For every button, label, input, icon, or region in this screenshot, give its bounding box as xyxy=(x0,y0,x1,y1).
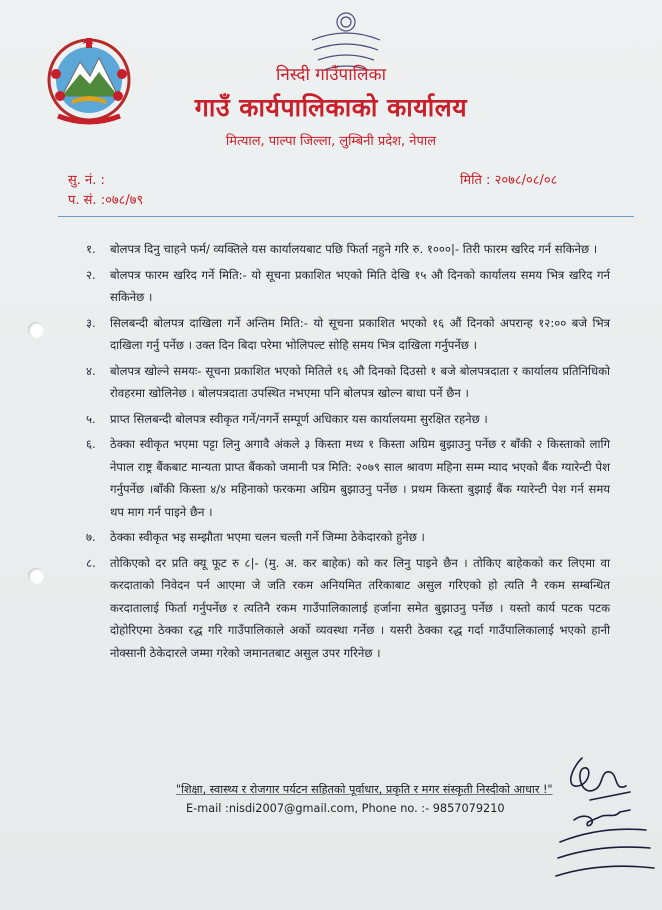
handwritten-signature-icon xyxy=(530,740,662,910)
list-item xyxy=(86,264,610,309)
item-text: बोलपत्र दिनु चाहने फर्म/ व्यक्तिले यस कार्यालयबाट पछि फिर्ता नहुने गरि रु. १०००|- तिरी फारम खरिद गर्न सकिनेछ । xyxy=(110,242,598,256)
office-title: गाउँ कार्यपालिकाको कार्यालय xyxy=(194,93,468,122)
item-number: २. xyxy=(86,267,96,282)
punch-hole xyxy=(28,322,44,338)
item-text: प्राप्त सिलबन्दी बोलपत्र स्वीकृत गर्ने/नगर्ने सम्पूर्ण अधिकार यस कार्यालयमा सुरक्षित रहनेछ । xyxy=(110,411,488,426)
item-number: ५. xyxy=(86,411,96,426)
list-item xyxy=(86,360,610,405)
item-text: सिलबन्दी बोलपत्र दाखिला गर्ने अन्तिम मिति:- यो सूचना प्रकाशित भएको १६ औं दिनको अपरान्ह १२:०० बजे भित्र दाखिला गर्नु पर्नेछ । उक्त दिन बिदा परेमा भोलिपल्ट सोहि समय भित्र दाखिला गर्नुपर्नेछ । xyxy=(110,315,610,352)
list-item xyxy=(86,433,610,523)
item-number: ६. xyxy=(86,437,96,451)
item-number: ३. xyxy=(86,315,96,330)
item-number: ४. xyxy=(86,363,96,378)
item-number: ८. xyxy=(86,555,96,570)
header-divider xyxy=(58,216,634,217)
list-item xyxy=(86,312,610,357)
item-number: १. xyxy=(86,242,96,256)
su-number: सु. नं. : xyxy=(68,173,105,188)
list-item xyxy=(86,408,610,431)
notice-items xyxy=(86,238,610,667)
item-text: ठेक्का स्वीकृत भएमा पट्टा लिनु अगावै अंकले ३ किस्ता मध्य १ किस्ता अग्रिम बुझाउनु पर्नेछ र बाँकी २ किस्ताको लागि नेपाल राष्ट्र बैंकबाट मान्यता प्राप्त बैंकको जमानी पत्र मिति: २०७९ साल श्रावण महिना सम्म म्याद भएको बैंक ग्यारेन्टी पेश गर्नुपर्नेछ ।बाँकी किस्ता ४/४ महिनाको फरकमा अग्रिम बुझाउनु पर्नेछ । प्रथम किस्ता बुझाई बैंक ग्यारेन्टी पेश गर्न समय थप माग गर्न पाइने छैन । xyxy=(110,437,610,519)
letter-date: मिति : २०७८/०८/०८ xyxy=(460,173,558,188)
item-text: बोलपत्र फारम खरिद गर्ने मिति:- यो सूचना प्रकाशित भएको मिति देखि १५ औ दिनको कार्यालय समय भित्र खरिद गर्न सकिनेछ । xyxy=(110,267,610,304)
punch-hole xyxy=(28,568,44,584)
item-text: ठेक्का स्वीकृत भइ सम्झौता भएमा चलन चल्ती गर्ने जिम्मा ठेकेदारको हुनेछ । xyxy=(110,530,425,544)
letter-number: प. सं. :०७८/७९ xyxy=(68,193,144,208)
office-address: मित्याल, पाल्पा जिल्ला, लुम्बिनी प्रदेश, नेपाल xyxy=(225,134,437,149)
item-text: तोकिएको दर प्रति क्यू फूट रु ८|- (मु. अ. कर बाहेक) को कर लिनु पाइने छैन । तोकिए बाहेकको कर लिएमा वा करदाताको निवेदन पर्न आएमा जे जति रकम अनियमित तरिकाबाट असुल गरिएको हो त्यति नै रकम सम्बन्धित करदातालाई फिर्ता गर्नुपर्नेछ र त्यतिनै रकम गाउँपालिकालाई हर्जाना समेत बुझाउनु पर्नेछ । यस्तो कार्य पटक पटक दोहोरिएमा ठेक्का रद्ध गरि गाउँपालिकाले अर्को व्यवस्था गर्नेछ । यसरी ठेक्का रद्ध गर्दा गाउँपालिकालाई भएको हानी नोक्सानी ठेकेदारले जम्मा गरेको जमानतबाट असुल उपर गरिनेछ । xyxy=(110,555,610,660)
office-motto: "शिक्षा, स्वास्थ्य र रोजगार पर्यटन सहितको पूर्वाधार, प्रकृति र मगर संस्कृती निस्दीको आधार !" xyxy=(176,783,553,796)
list-item xyxy=(86,238,610,261)
item-number: ७. xyxy=(86,530,96,544)
item-text: बोलपत्र खोल्ने समयः- सूचना प्रकाशित भएको मितिले १६ औ दिनको दिउसो १ बजे बोलपत्रदाता र कार्यालय प्रतिनिधिको रोवहरमा खोलिनेछ । बोलपत्रदाता उपस्थित नभएमा पनि बोलपत्र खोल्न बाधा पर्ने छैन । xyxy=(110,363,610,400)
contact-line: E-mail :nisdi2007@gmail.com, Phone no. :- 9857079210 xyxy=(186,802,505,815)
municipality-name: निस्दी गाउँपालिका xyxy=(275,65,387,85)
list-item xyxy=(86,552,610,665)
list-item xyxy=(86,526,610,549)
